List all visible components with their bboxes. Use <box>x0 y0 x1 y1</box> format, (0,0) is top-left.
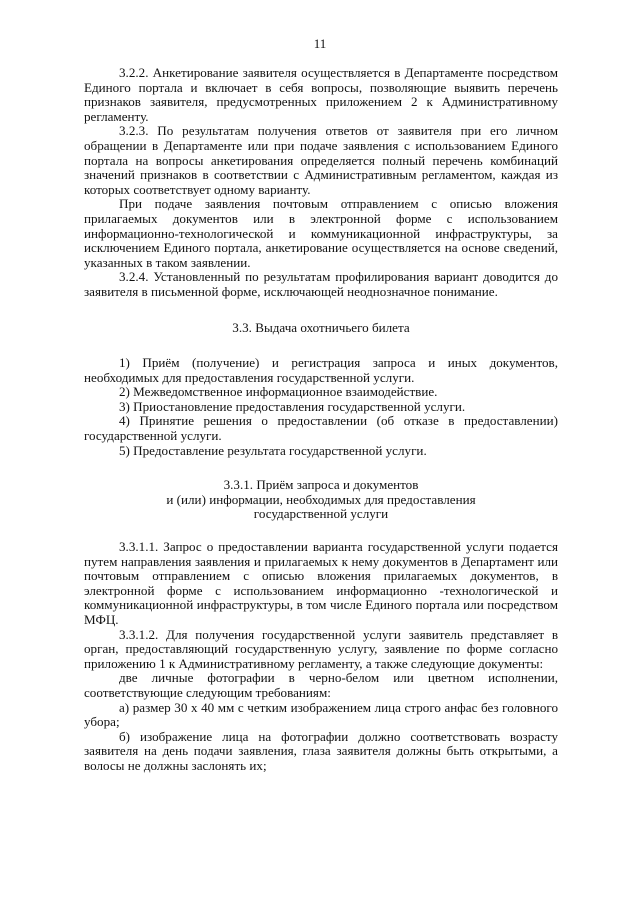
paragraph-photo-face: б) изображение лица на фотографии должно соответствовать возрасту заявителя на день подачи заявления, глаза заявителя должны быть открытыми, а волосы не должны заслонять их; <box>84 728 558 773</box>
paragraph-photos: две личные фотографии в черно-белом или цветном исполнении, соответствующие следующим требованиям: <box>84 670 558 700</box>
page-number: 11 <box>313 36 327 51</box>
list-item-5: 5) Предоставление результата государственной услуги. <box>119 442 427 458</box>
paragraph-postal-submission: При подаче заявления почтовым отправлением с описью вложения прилагаемых документов или в электронной форме с использованием информационно-технологической и коммуникационной инфраструктуры, за исключением Единого портала, анкетирование осуществляется на основе сведений, указанных в таком заявлении. <box>84 196 558 270</box>
paragraph-3-2-3: 3.2.3. По результатам получения ответов от заявителя при его личном обращении в Департаменте или при подаче заявления с использованием Единого портала на вопросы анкетирования определяется полный перечень комбинаций значений признаков в соответствии с Административным регламентом, каждая из которых соответствует одному варианту. <box>84 123 558 197</box>
paragraph-3-2-2: 3.2.2. Анкетирование заявителя осуществляется в Департаменте посредством Единого портала и включает в себя вопросы, позволяющие выявить перечень признаков заявителя, предусмотренных приложением 2 к Административному регламенту. <box>84 65 558 124</box>
paragraph-3-2-4: 3.2.4. Установленный по результатам профилирования вариант доводится до заявителя в письменной форме, исключающей неоднозначное понимание. <box>84 269 558 299</box>
document-body <box>84 66 558 774</box>
list-item-3: 3) Приостановление предоставления государственной услуги. <box>119 398 466 414</box>
list-item-4: 4) Принятие решения о предоставлении (об отказе в предоставлении) государственной услуги. <box>84 413 558 444</box>
section-heading-3-3: 3.3. Выдача охотничьего билета <box>232 319 410 335</box>
subsection-heading-line-1: 3.3.1. Приём запроса и документов <box>223 477 419 493</box>
list-item-2: 2) Межведомственное информационное взаимодействие. <box>119 384 438 400</box>
paragraph-3-3-1-1: 3.3.1.1. Запрос о предоставлении варианта государственной услуги подается путем направления заявления и прилагаемых к нему документов в Департамент или почтовым отправлением с описью вложения прилагаемых документов, в электронной форме с использованием информационно -технологической и коммуникационной инфраструктуры, в том числе Единого портала или посредством МФЦ. <box>84 539 558 627</box>
list-item-1: 1) Приём (получение) и регистрация запроса и иных документов, необходимых для предоставления государственной услуги. <box>84 355 558 385</box>
subsection-heading-line-2: и (или) информации, необходимых для предоставления <box>166 491 476 507</box>
paragraph-photo-size: а) размер 30 x 40 мм с четким изображением лица строго анфас без головного убора; <box>84 699 558 730</box>
subsection-heading-line-3: государственной услуги <box>253 506 389 522</box>
subsection-heading-3-3-1 <box>84 478 558 522</box>
paragraph-3-3-1-2: 3.3.1.2. Для получения государственной услуги заявитель представляет в орган, предоставляющий государственную услугу, заявление по форме согласно приложению 1 к Административному регламенту, а также следующие документы: <box>84 626 558 671</box>
